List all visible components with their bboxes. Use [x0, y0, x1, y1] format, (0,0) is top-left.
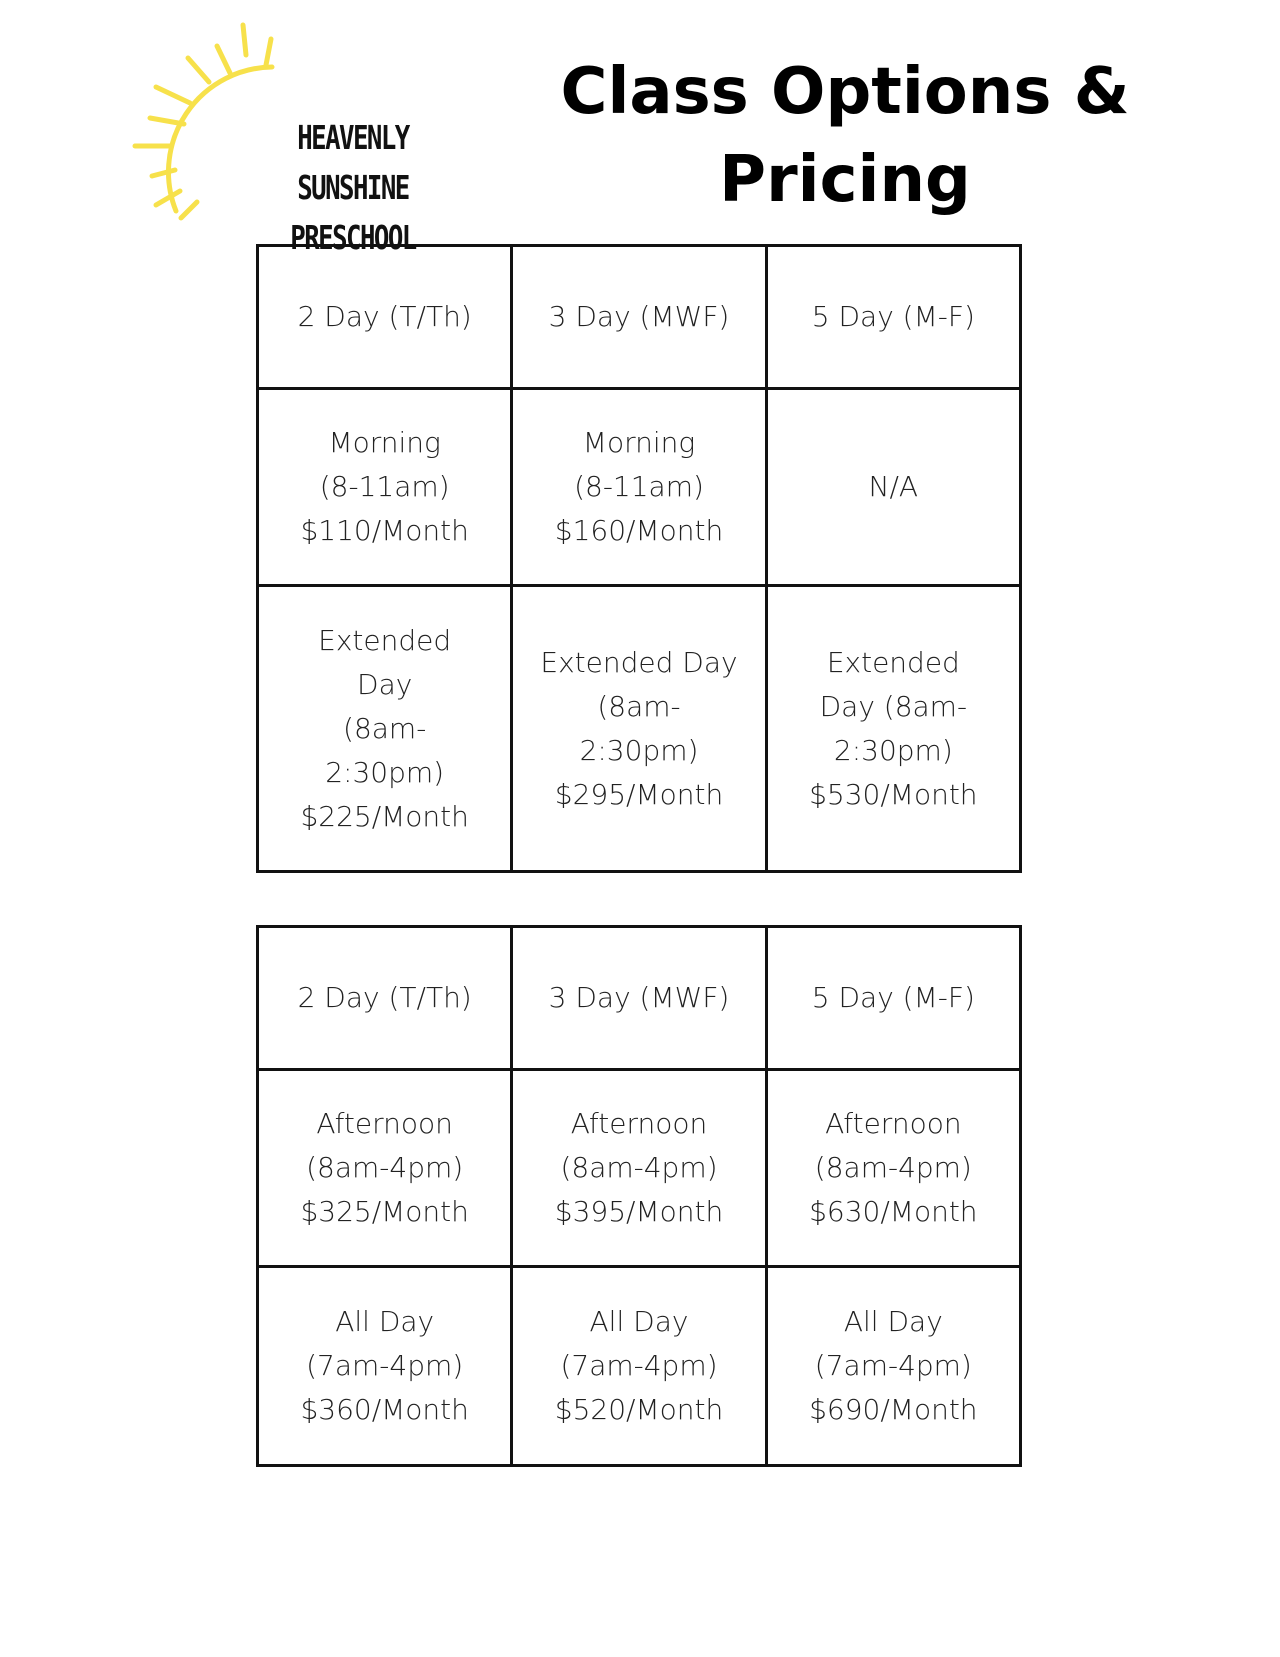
- header-row: [258, 927, 1021, 1070]
- cell-line: $295/Month: [554, 777, 724, 811]
- cell-line: Extended: [826, 645, 960, 679]
- cell-line: Extended Day: [540, 645, 738, 679]
- table-row: [258, 586, 1021, 872]
- cell-line: (7am-4pm): [814, 1349, 972, 1382]
- cell-line: $630/Month: [809, 1195, 978, 1228]
- cell-line: Day: [357, 667, 413, 701]
- cell-line: (8am-: [597, 689, 681, 723]
- logo-line-2: PRESCHOOL: [290, 218, 416, 257]
- page-title: [560, 48, 1130, 224]
- cell-line: Afternoon: [825, 1107, 962, 1140]
- column-header: 5 Day (M-F): [766, 246, 1020, 389]
- price-cell: [766, 1267, 1020, 1466]
- price-cell: [512, 389, 766, 586]
- table-row: [258, 389, 1021, 586]
- cell-line: Afternoon: [570, 1107, 708, 1140]
- column-header: 3 Day (MWF): [512, 927, 766, 1070]
- cell-line: (8am-: [343, 711, 427, 745]
- price-cell: [258, 1070, 512, 1267]
- logo-text: [240, 113, 466, 263]
- cell-line: $325/Month: [300, 1195, 469, 1228]
- cell-line: Morning: [582, 426, 696, 459]
- cell-line: 2:30pm): [579, 733, 699, 767]
- cell-line: All Day: [589, 1305, 689, 1338]
- cell-line: (8am-4pm): [560, 1151, 718, 1184]
- price-cell: [258, 586, 512, 872]
- cell-line: Afternoon: [316, 1107, 453, 1140]
- column-header: 5 Day (M-F): [766, 927, 1020, 1070]
- cell-line: $690/Month: [809, 1393, 978, 1426]
- cell-line: (8am-4pm): [814, 1151, 972, 1184]
- cell-line: All Day: [335, 1305, 435, 1338]
- cell-line: $360/Month: [300, 1393, 469, 1426]
- cell-line: 2:30pm): [325, 755, 445, 789]
- cell-line: $225/Month: [300, 799, 469, 833]
- column-header: 2 Day (T/Th): [258, 246, 512, 389]
- preschool-logo: [130, 15, 490, 257]
- cell-line: (7am-4pm): [560, 1349, 718, 1382]
- afternoon-pricing-table: [256, 925, 1022, 1467]
- cell-line: $110/Month: [300, 514, 469, 547]
- logo-line-1: HEAVENLY SUNSHINE: [297, 118, 409, 207]
- price-cell: [512, 1267, 766, 1466]
- cell-line: All Day: [843, 1305, 943, 1338]
- table-row: [258, 1267, 1021, 1466]
- cell-line: N/A: [868, 470, 919, 503]
- morning-pricing-table: [256, 244, 1022, 873]
- price-cell: [258, 389, 512, 586]
- price-cell: [512, 1070, 766, 1267]
- price-cell: [258, 1267, 512, 1466]
- price-cell: [512, 586, 766, 872]
- cell-line: Day (8am-: [819, 689, 968, 723]
- column-header: 2 Day (T/Th): [258, 927, 512, 1070]
- cell-line: Morning: [328, 426, 441, 459]
- price-cell: [766, 586, 1020, 872]
- title-line-2: Pricing: [719, 143, 971, 217]
- cell-line: $395/Month: [554, 1195, 724, 1228]
- cell-line: (7am-4pm): [306, 1349, 464, 1382]
- cell-line: $530/Month: [809, 777, 978, 811]
- header-row: [258, 246, 1021, 389]
- cell-line: $520/Month: [554, 1393, 724, 1426]
- cell-line: (8am-4pm): [306, 1151, 464, 1184]
- cell-line: (8-11am): [574, 470, 704, 503]
- cell-line: (8-11am): [319, 470, 450, 503]
- price-cell: [766, 389, 1020, 586]
- cell-line: 2:30pm): [833, 733, 953, 767]
- price-cell: [766, 1070, 1020, 1267]
- title-line-1: Class Options &: [560, 55, 1130, 129]
- column-header: 3 Day (MWF): [512, 246, 766, 389]
- cell-line: $160/Month: [554, 514, 724, 547]
- table-row: [258, 1070, 1021, 1267]
- cell-line: Extended: [318, 623, 452, 657]
